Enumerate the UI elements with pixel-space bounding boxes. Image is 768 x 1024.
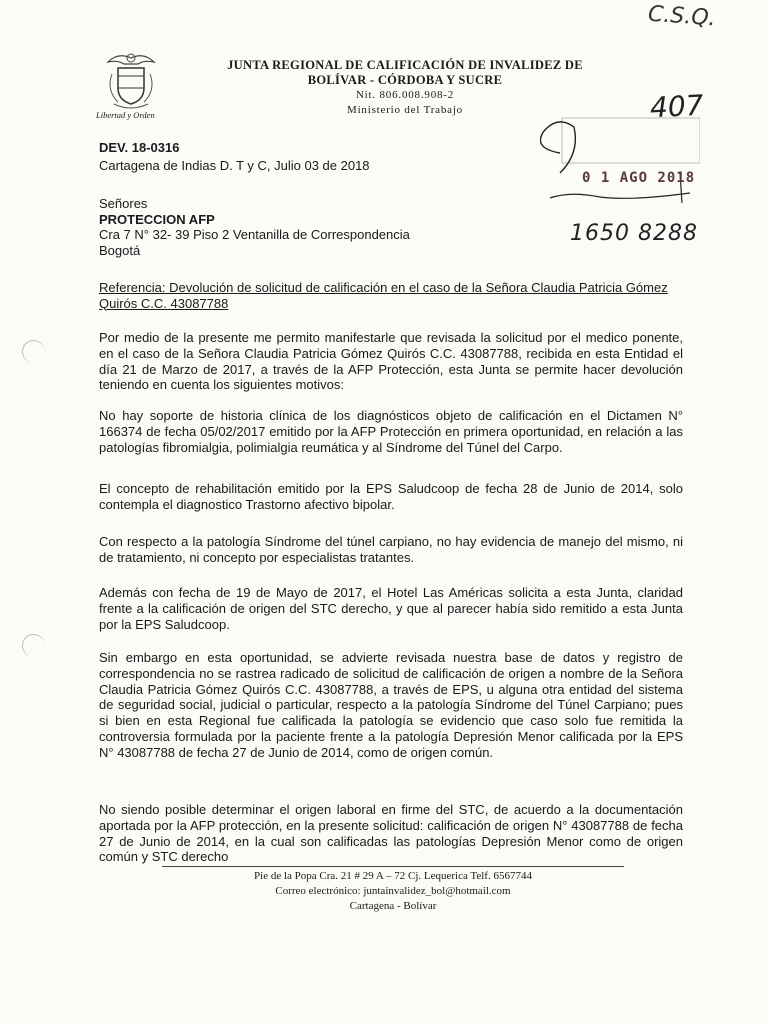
recipient-name: PROTECCION AFP xyxy=(99,211,215,227)
handwritten-number: 407 xyxy=(649,88,705,125)
body-paragraph: Sin embargo en esta oportunidad, se advierte revisada nuestra base de datos y registro de correspondencia no se rastrea radicado de solicitud de calificación de origen a nombre de la Señora Claudia Patricia Gómez Quirós C.C. 43087788, a través de EPS, u alguna otra entidad del sistema de seguridad social, judicial o particular, respecto a la patología Síndrome del Túnel Carpiano; pues si bien en esta Regional fue calificada la patología se evidencio que caso solo fue remitida la controversia formulada por la paciente frente a la patología Depresión Menor calificada por la EPS N° 43087788 de fecha 27 de Junio de 2014, como de origen común. xyxy=(99,650,683,760)
footer-address: Pie de la Popa Cra. 21 # 29 A – 72 Cj. Lequerica Telf. 6567744 xyxy=(254,870,532,882)
recipient-block xyxy=(99,196,410,258)
org-ministry: Ministerio del Trabajo xyxy=(347,104,463,116)
subject-reference: Referencia: Devolución de solicitud de calificación en el caso de la Señora Claudia Patricia Gómez Quirós C.C. 43087788 xyxy=(99,280,668,311)
handwritten-initials: C.S.Q. xyxy=(647,1,717,32)
body-paragraph: El concepto de rehabilitación emitido por la EPS Saludcoop de fecha 28 de Junio de 2014, solo contempla el diagnostico Trastorno afectivo bipolar. xyxy=(99,481,683,512)
punch-hole-mark xyxy=(22,340,45,363)
logo-motto: Libertad y Orden xyxy=(96,110,155,120)
body-paragraph: No siendo posible determinar el origen laboral en firme del STC, de acuerdo a la documentación aportada por la AFP protección, en la presente solicitud: calificación de origen N° 43087788 de fecha 27 de Junio de 2014, en la cual son calificadas las patologías Depresión Menor como de origen común y STC derecho xyxy=(99,802,683,865)
recipient-address: Cra 7 N° 32- 39 Piso 2 Ventanilla de Correspondencia xyxy=(99,227,410,242)
place-and-date: Cartagena de Indias D. T y C, Julio 03 de 2018 xyxy=(99,158,370,173)
org-name-line2: BOLÍVAR - CÓRDOBA Y SUCRE xyxy=(307,73,503,87)
recipient-city: Bogotá xyxy=(99,242,141,258)
document-reference-number: DEV. 18-0316 xyxy=(99,140,180,155)
body-paragraph: Además con fecha de 19 de Mayo de 2017, el Hotel Las Américas solicita a esta Junta, claridad frente a la calificación de origen del STC derecho, y que al parecer había sido remitido a esta Junta por la EPS Saludcoop. xyxy=(99,585,683,632)
stamp-code: 1650 8288 xyxy=(570,221,698,246)
footer-divider xyxy=(162,866,624,867)
body-paragraph: No hay soporte de historia clínica de los diagnósticos objeto de calificación en el Dictamen N° 166374 de fecha 05/02/2017 emitido por la AFP Protección en primera oportunidad, en relación a las patologías fibromialgia, polimialgia reumática y al Síndrome del Túnel del Carpo. xyxy=(99,408,683,455)
org-nit: Nit. 806.008.908-2 xyxy=(355,89,455,101)
salutation: Señores xyxy=(99,196,148,211)
punch-hole-mark xyxy=(22,634,45,657)
body-paragraph: Por medio de la presente me permito manifestarle que revisada la solicitud por el medico ponente, en el caso de la Señora Claudia Patricia Gómez Quirós C.C. 43087788, recibida en esta Entidad el día 21 de Marzo de 2017, a través de la AFP Protección, esta Junta se permite hacer devolución teniendo en cuenta los siguientes motivos: xyxy=(99,330,683,393)
body-paragraph: Con respecto a la patología Síndrome del túnel carpiano, no hay evidencia de manejo del mismo, ni de tratamiento, ni concepto por especialistas tratantes. xyxy=(99,534,683,565)
stamp-date: 0 1 AGO 2018 xyxy=(582,170,696,186)
footer-email: Correo electrónico: juntainvalidez_bol@hotmail.com xyxy=(275,885,511,897)
letterhead xyxy=(200,58,610,118)
footer-city: Cartagena - Bolívar xyxy=(349,900,437,912)
org-name-line1: JUNTA REGIONAL DE CALIFICACIÓN DE INVALIDEZ DE xyxy=(227,58,583,72)
